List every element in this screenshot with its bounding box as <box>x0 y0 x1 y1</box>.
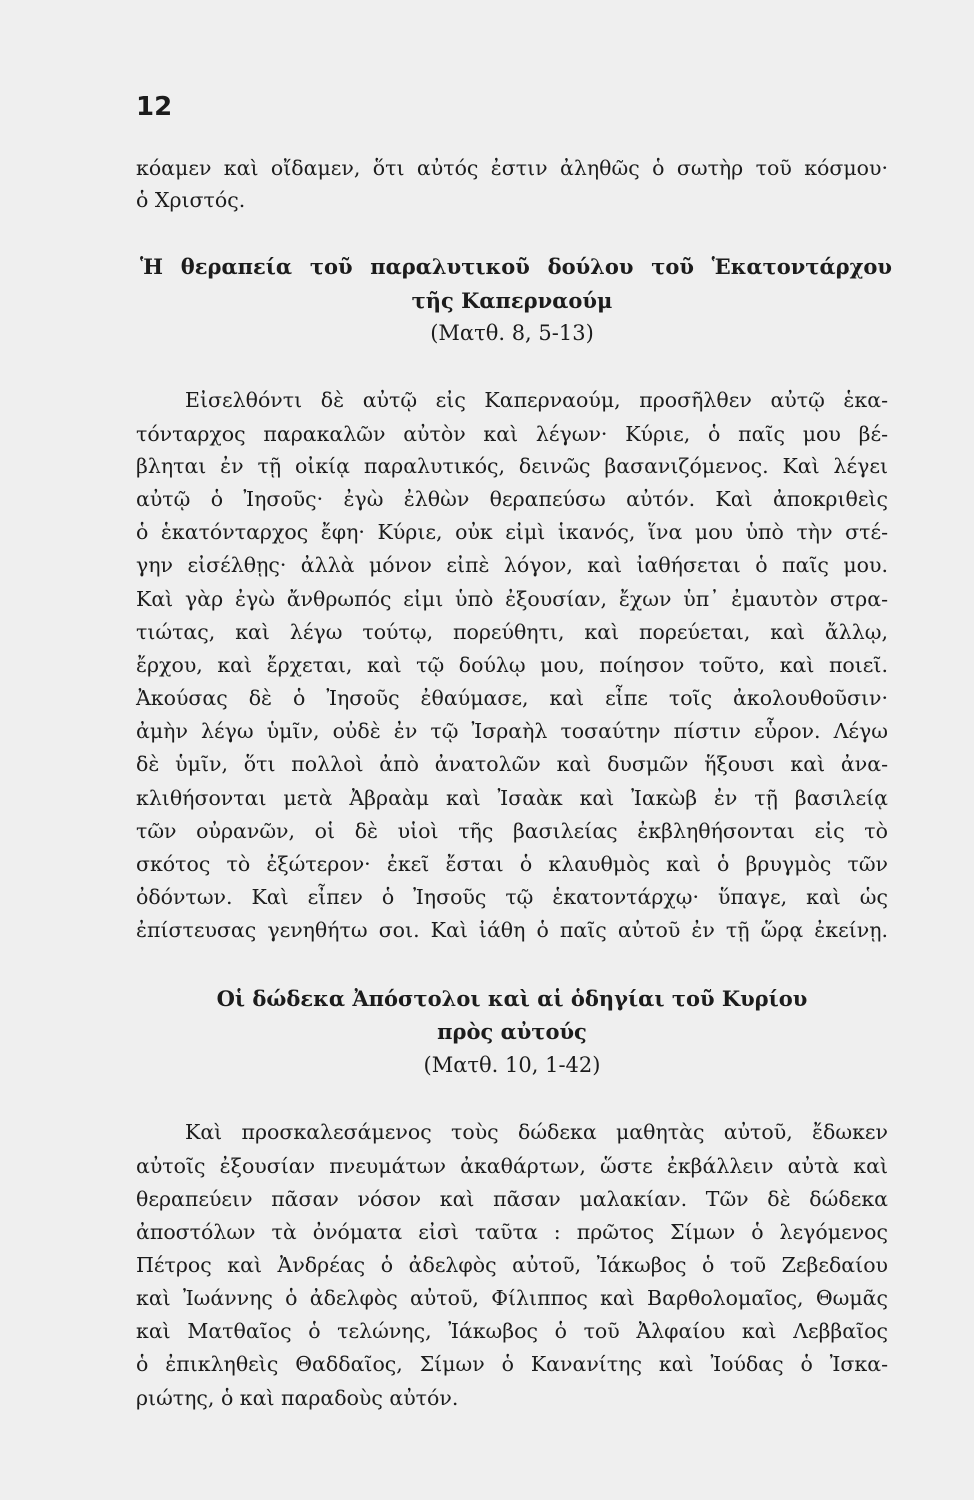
section-title-line-2: τῆς Καπερναούμ <box>411 288 613 313</box>
text-line: ὁ ἑκατόνταρχος ἔφη· Κύριε, οὐκ εἰμὶ ἱκανός, ἵνα μου ὑπὸ τὴν στέ- <box>136 520 888 544</box>
text-line: Καὶ προσκαλεσάμενος τοὺς δώδεκα μαθητὰς αὐτοῦ, ἔδωκεν <box>185 1120 888 1144</box>
text-line: τιώτας, καὶ λέγω τούτῳ, πορεύθητι, καὶ πορεύεται, καὶ ἄλλῳ, <box>136 620 888 644</box>
text-line: βληται ἐν τῇ οἰκίᾳ παραλυτικός, δεινῶς βασανιζόμενος. Καὶ λέγει <box>136 454 888 478</box>
text-line: τόνταρχος παρακαλῶν αὐτὸν καὶ λέγων· Κύριε, ὁ παῖς μου βέ- <box>136 422 888 446</box>
text-line: καὶ Ἰωάννης ὁ ἀδελφὸς αὐτοῦ, Φίλιππος καὶ Βαρθολομαῖος, Θωμᾶς <box>136 1286 888 1310</box>
text-line: ἐπίστευσας γενηθήτω σοι. Καὶ ἰάθη ὁ παῖς αὐτοῦ ἐν τῇ ὥρᾳ ἐκείνῃ. <box>136 918 888 942</box>
text-line: ἀμὴν λέγω ὑμῖν, οὐδὲ ἐν τῷ Ἰσραὴλ τοσαύτην πίστιν εὗρον. Λέγω <box>136 719 888 743</box>
text-line: Ἀκούσας δὲ ὁ Ἰησοῦς ἐθαύμασε, καὶ εἶπε τοῖς ἀκολουθοῦσιν· <box>136 686 888 710</box>
text-line: κλιθήσονται μετὰ Ἀβραὰμ καὶ Ἰσαὰκ καὶ Ἰακὼβ ἐν τῇ βασιλείᾳ <box>136 786 888 810</box>
text-line: σκότος τὸ ἐξώτερον· ἐκεῖ ἔσται ὁ κλαυθμὸς καὶ ὁ βρυγμὸς τῶν <box>136 852 888 876</box>
text-line: γην εἰσέλθῃς· ἀλλὰ μόνον εἰπὲ λόγον, καὶ ἰαθήσεται ὁ παῖς μου. <box>136 553 888 577</box>
text-line: Εἰσελθόντι δὲ αὐτῷ εἰς Καπερναούμ, προσῆλθεν αὐτῷ ἑκα- <box>185 388 888 412</box>
text-line: ἀποστόλων τὰ ὀνόματα εἰσὶ ταῦτα : πρῶτος Σίμων ὁ λεγόμενος <box>136 1220 888 1244</box>
text-line: Πέτρος καὶ Ἀνδρέας ὁ ἀδελφὸς αὐτοῦ, Ἰάκωβος ὁ τοῦ Ζεβεδαίου <box>136 1253 888 1277</box>
text-line: ἔρχου, καὶ ἔρχεται, καὶ τῷ δούλῳ μου, ποίησον τοῦτο, καὶ ποιεῖ. <box>136 653 888 677</box>
text-line: καὶ Ματθαῖος ὁ τελώνης, Ἰάκωβος ὁ τοῦ Ἀλφαίου καὶ Λεββαῖος <box>136 1319 888 1343</box>
section-title-line-2: πρὸς αὐτούς <box>437 1019 587 1044</box>
text-line: ὀδόντων. Καὶ εἶπεν ὁ Ἰησοῦς τῷ ἑκατοντάρχῳ· ὕπαγε, καὶ ὡς <box>136 885 888 909</box>
text-line: ὁ Χριστός. <box>136 188 246 212</box>
section-title-line-1: Οἱ δώδεκα Ἀπόστολοι καὶ αἱ ὁδηγίαι τοῦ Κυρίου <box>216 986 808 1011</box>
text-line: κόαμεν καὶ οἴδαμεν, ὅτι αὐτός ἐστιν ἀληθῶς ὁ σωτὴρ τοῦ κόσμου· <box>136 156 888 180</box>
section-title-line-1: Ἡ θεραπεία τοῦ παραλυτικοῦ δούλου τοῦ Ἑκατοντάρχου <box>140 254 892 279</box>
scripture-reference: (Ματθ. 10, 1-42) <box>423 1053 601 1077</box>
text-line: ριώτης, ὁ καὶ παραδοὺς αὐτόν. <box>136 1386 459 1410</box>
text-line: αὐτῷ ὁ Ἰησοῦς· ἐγὼ ἐλθὼν θεραπεύσω αὐτόν. Καὶ ἀποκριθεὶς <box>136 487 888 511</box>
scripture-reference: (Ματθ. 8, 5-13) <box>430 321 594 345</box>
text-line: δὲ ὑμῖν, ὅτι πολλοὶ ἀπὸ ἀνατολῶν καὶ δυσμῶν ἥξουσι καὶ ἀνα- <box>136 752 888 776</box>
text-line: ὁ ἐπικληθεὶς Θαδδαῖος, Σίμων ὁ Κανανίτης καὶ Ἰούδας ὁ Ἰσκα- <box>136 1352 888 1376</box>
text-line: Καὶ γὰρ ἐγὼ ἄνθρωπός εἰμι ὑπὸ ἐξουσίαν, ἔχων ὑπ᾽ ἐμαυτὸν στρα- <box>136 587 888 611</box>
text-line: τῶν οὐρανῶν, οἱ δὲ υἱοὶ τῆς βασιλείας ἐκβληθήσονται εἰς τὸ <box>136 819 888 843</box>
text-line: θεραπεύειν πᾶσαν νόσον καὶ πᾶσαν μαλακίαν. Τῶν δὲ δώδεκα <box>136 1187 888 1211</box>
text-line: αὐτοῖς ἐξουσίαν πνευμάτων ἀκαθάρτων, ὥστε ἐκβάλλειν αὐτὰ καὶ <box>136 1154 888 1178</box>
page-number: 12 <box>136 92 173 122</box>
